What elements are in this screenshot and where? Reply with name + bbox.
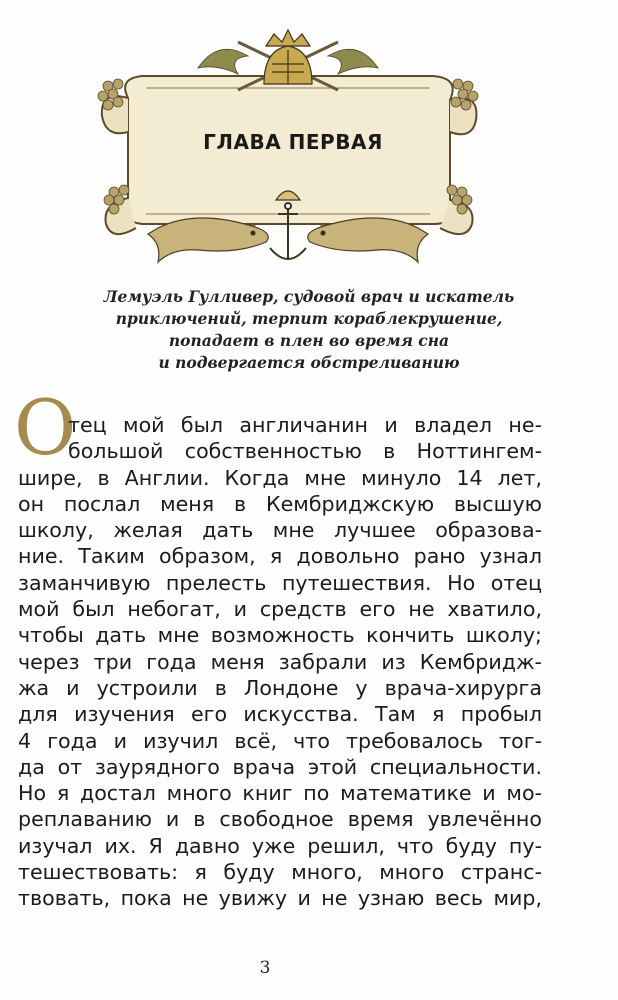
summary-line: и подвергается обстреливанию [158,353,460,372]
text-line: через три года меня забрали из Кембридж- [18,649,542,674]
text-line: твовать, пока не увижу и не узнаю весь мир, [18,886,542,911]
text-line: чтобы дать мне возможность кончить школу; [18,623,542,648]
drop-cap: О [14,383,77,472]
text-line: мой был небогат, и средств его не хватило, [18,597,542,622]
scroll-banner [102,76,477,234]
text-line: жа и устроили в Лондоне у врача-хирурга [18,675,542,700]
summary-line: попадает в плен во время сна [168,331,450,350]
text-line: для изучения его искусства. Там я пробыл [18,702,542,727]
text-line: да от заурядного врача этой специальности. [18,754,542,779]
chapter-title: ГЛАВА ПЕРВАЯ [203,130,383,154]
text-line: он послал меня в Кембриджскую высшую [18,491,542,516]
grape-cluster-right [447,79,478,214]
text-line: изучал их. Я давно уже решил, что буду пу- [18,833,542,858]
page-number: 3 [259,958,271,978]
text-line: заманчивую прелесть путешествия. Но отец [18,570,542,595]
summary-line: Лемуэль Гулливер, судовой врач и искатель [103,287,515,306]
text-line: ние. Таким образом, я довольно рано узнал [18,544,542,569]
text-line: шире, в Англии. Когда мне минуло 14 лет, [18,465,542,490]
body-text [18,412,542,912]
text-line: школу, желая дать мне лучшее образова- [18,518,542,543]
text-line: 4 года и изучил всё, что требовалось тог- [18,728,542,753]
chapter-summary [60,286,558,374]
summary-line: приключений, терпит кораблекрушение, [115,309,503,328]
text-line: Но я достал много книг по математике и мо- [18,781,542,806]
text-line: реплаванию и в свободное время увлечённо [18,807,542,832]
text-line: большой собственностью в Ноттингем- [68,439,542,464]
text-line: тец мой был англичанин и владел не- [68,413,542,437]
text-line: тешествовать: я буду много, много странс- [18,860,542,885]
